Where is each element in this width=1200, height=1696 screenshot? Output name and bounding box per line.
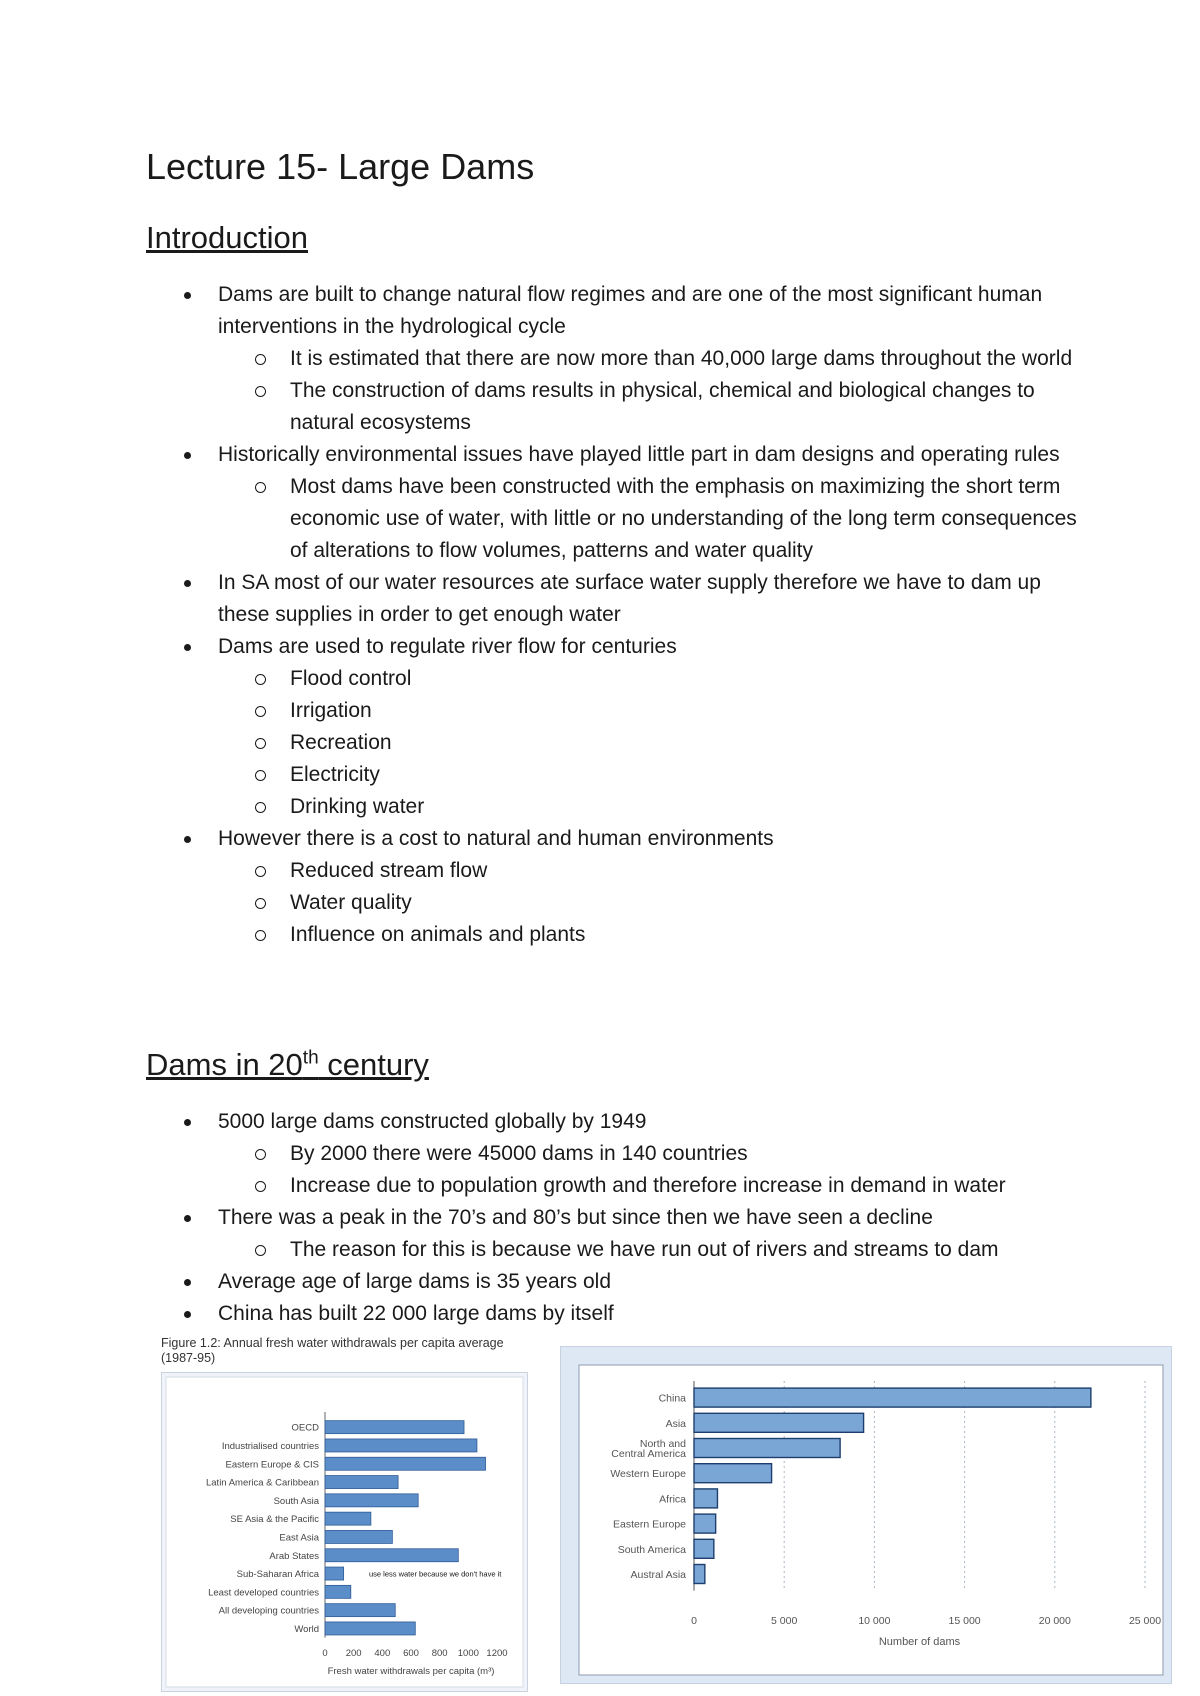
category-label: Least developed countries [208,1587,319,1599]
category-label: All developing countries [218,1605,319,1617]
category-label: SE Asia & the Pacific [230,1514,319,1526]
bar-latin-america-caribbean [325,1476,398,1489]
x-axis-label: Number of dams [878,1636,961,1648]
x-tick-label: 400 [374,1648,391,1659]
bullet-list-20th-century [146,1106,1096,1330]
sub-bullet-item [218,663,1096,695]
hollow-circle-bullet-icon [255,386,266,397]
bullet-text: In SA most of our water resources ate surface water supply therefore we have to dam up these supplies in order to get enough water [218,571,1041,626]
sub-bullet-item [218,343,1096,375]
category-label: North and [639,1438,686,1450]
x-tick-label: 1000 [457,1648,479,1659]
x-tick-label: 0 [322,1648,328,1659]
sub-bullet-item [218,727,1096,759]
hollow-circle-bullet-icon [255,770,266,781]
sub-bullet-text: Irrigation [290,699,372,722]
x-tick-label: 200 [345,1648,362,1659]
bullet-text: However there is a cost to natural and human environments [218,827,774,850]
bullet-item [146,567,1096,631]
bullet-text: Average age of large dams is 35 years old [218,1270,612,1293]
category-label: World [294,1623,319,1635]
category-label: South Asia [273,1495,319,1507]
bar-africa [694,1489,717,1508]
bar-north-and-central-america [694,1439,840,1458]
x-axis-label: Fresh water withdrawals per capita (m³) [327,1666,495,1677]
category-label: Asia [665,1417,686,1430]
bullet-dot-icon [184,836,191,843]
x-tick-label: 15 000 [948,1615,981,1627]
bar-least-developed-countries [325,1585,351,1598]
category-label: China [658,1392,686,1405]
category-label: Africa [659,1493,686,1506]
bullet-dot-icon [184,1119,191,1126]
hollow-circle-bullet-icon [255,354,266,365]
bar-south-america [694,1539,714,1558]
bullet-item [146,1106,1096,1202]
bar-eastern-europe-cis [325,1457,486,1470]
bar-sub-saharan-africa [325,1567,344,1580]
bar-world [325,1622,415,1635]
hollow-circle-bullet-icon [255,802,266,813]
bullet-text: China has built 22 000 large dams by itself [218,1302,614,1325]
category-label: South America [617,1543,686,1556]
figure-dams-by-region [560,1346,1172,1684]
sub-bullet-item [218,1234,1096,1266]
figure-water-withdrawals [161,1372,528,1692]
x-tick-label: 800 [431,1648,448,1659]
bullet-dot-icon [184,292,191,299]
bullet-dot-icon [184,1279,191,1286]
bar-south-asia [325,1494,418,1507]
sub-bullet-text: Most dams have been constructed with the emphasis on maximizing the short term economic use of water, with little or no understanding of the long term consequences of alterations to flow volumes, patterns and water quality [290,475,1077,562]
category-label: Industrialised countries [221,1440,319,1452]
sub-bullet-text: Recreation [290,731,392,754]
chart-dams-by-region [561,1347,1171,1683]
sub-bullet-text: Influence on animals and plants [290,923,586,946]
category-label: Latin America & Caribbean [205,1477,319,1489]
x-tick-label: 1200 [486,1648,508,1659]
sub-bullet-list [218,1234,1096,1266]
category-label: Arab States [269,1550,319,1562]
sub-bullet-text: The construction of dams results in physical, chemical and biological changes to natural ecosystems [290,379,1035,434]
bar-china [694,1388,1091,1407]
hollow-circle-bullet-icon [255,1245,266,1256]
sub-bullet-item [218,855,1096,887]
bullet-dot-icon [184,580,191,587]
x-tick-label: 0 [691,1615,697,1627]
sub-bullet-text: The reason for this is because we have run out of rivers and streams to dam [290,1238,999,1261]
hollow-circle-bullet-icon [255,898,266,909]
category-label: Western Europe [610,1468,686,1481]
bar-se-asia-the-pacific [325,1512,371,1525]
bar-east-asia [325,1530,392,1543]
x-tick-label: 600 [403,1648,419,1659]
sub-bullet-item [218,759,1096,791]
hollow-circle-bullet-icon [255,930,266,941]
bar-austral-asia [694,1565,705,1584]
bullet-list-introduction [146,279,1096,951]
bullet-item [146,439,1096,567]
category-label: East Asia [279,1532,319,1544]
sub-bullet-list [218,471,1096,567]
sub-bullet-item [218,695,1096,727]
sub-bullet-text: It is estimated that there are now more than 40,000 large dams throughout the world [290,347,1073,370]
bar-western-europe [694,1464,772,1483]
bullet-item [146,1202,1096,1266]
bullet-dot-icon [184,1311,191,1318]
sub-bullet-text: Electricity [290,763,380,786]
sub-bullet-text: Water quality [290,891,412,914]
sub-bullet-text: Increase due to population growth and therefore increase in demand in water [290,1174,1006,1197]
sub-bullet-list [218,343,1096,439]
x-tick-label: 25 000 [1128,1615,1162,1627]
sub-bullet-item [218,1138,1096,1170]
sub-bullet-item [218,471,1096,567]
bullet-item [146,1298,1096,1330]
sub-bullet-item [218,1170,1096,1202]
page-title: Lecture 15- Large Dams [146,146,535,187]
hollow-circle-bullet-icon [255,738,266,749]
sub-bullet-item [218,791,1096,823]
sub-bullet-item [218,887,1096,919]
section-heading-introduction: Introduction [146,220,308,255]
sub-bullet-list [218,855,1096,951]
hollow-circle-bullet-icon [255,706,266,717]
sub-bullet-item [218,919,1096,951]
sub-bullet-list [218,1138,1096,1202]
sub-bullet-text: Reduced stream flow [290,859,488,882]
bullet-item [146,1266,1096,1298]
bullet-dot-icon [184,644,191,651]
sub-bullet-text: By 2000 there were 45000 dams in 140 countries [290,1142,748,1165]
x-tick-label: 5 000 [771,1615,798,1627]
x-tick-label: 20 000 [1038,1615,1071,1627]
bar-arab-states [325,1549,458,1562]
figure-caption: Figure 1.2: Annual fresh water withdrawals per capita average (1987-95) [161,1336,504,1365]
bar-asia [694,1413,864,1432]
bullet-text: 5000 large dams constructed globally by 1949 [218,1110,647,1133]
hollow-circle-bullet-icon [255,1149,266,1160]
section-heading-20th-century: Dams in 20th century [146,1047,429,1082]
bullet-item [146,631,1096,823]
bullet-text: Dams are built to change natural flow regimes and are one of the most significant human interventions in the hydrological cycle [218,283,1043,338]
hollow-circle-bullet-icon [255,1181,266,1192]
bar-industrialised-countries [325,1439,477,1452]
bullet-text: There was a peak in the 70’s and 80’s but since then we have seen a decline [218,1206,933,1229]
bar-all-developing-countries [325,1604,395,1617]
category-label: OECD [291,1422,319,1434]
bullet-item [146,823,1096,951]
sub-bullet-list [218,663,1096,823]
category-label: Sub-Saharan Africa [236,1569,319,1581]
category-label: Eastern Europe [613,1518,686,1531]
bar-eastern-europe [694,1514,716,1533]
handwritten-annotation: use less water because we don't have it [369,1569,502,1579]
sub-bullet-text: Drinking water [290,795,425,818]
hollow-circle-bullet-icon [255,674,266,685]
category-label: Eastern Europe & CIS [225,1459,319,1471]
hollow-circle-bullet-icon [255,866,266,877]
bullet-dot-icon [184,1215,191,1222]
category-label: Austral Asia [630,1569,686,1581]
bar-oecd [325,1421,464,1434]
hollow-circle-bullet-icon [255,482,266,493]
chart-water-withdrawals [162,1373,527,1691]
sub-bullet-text: Flood control [290,667,412,690]
bullet-dot-icon [184,452,191,459]
sub-bullet-item [218,375,1096,439]
bullet-text: Dams are used to regulate river flow for centuries [218,635,677,658]
x-tick-label: 10 000 [858,1615,891,1627]
category-label: Central America [611,1448,686,1460]
bullet-text: Historically environmental issues have played little part in dam designs and operating rules [218,443,1060,466]
bullet-item [146,279,1096,439]
